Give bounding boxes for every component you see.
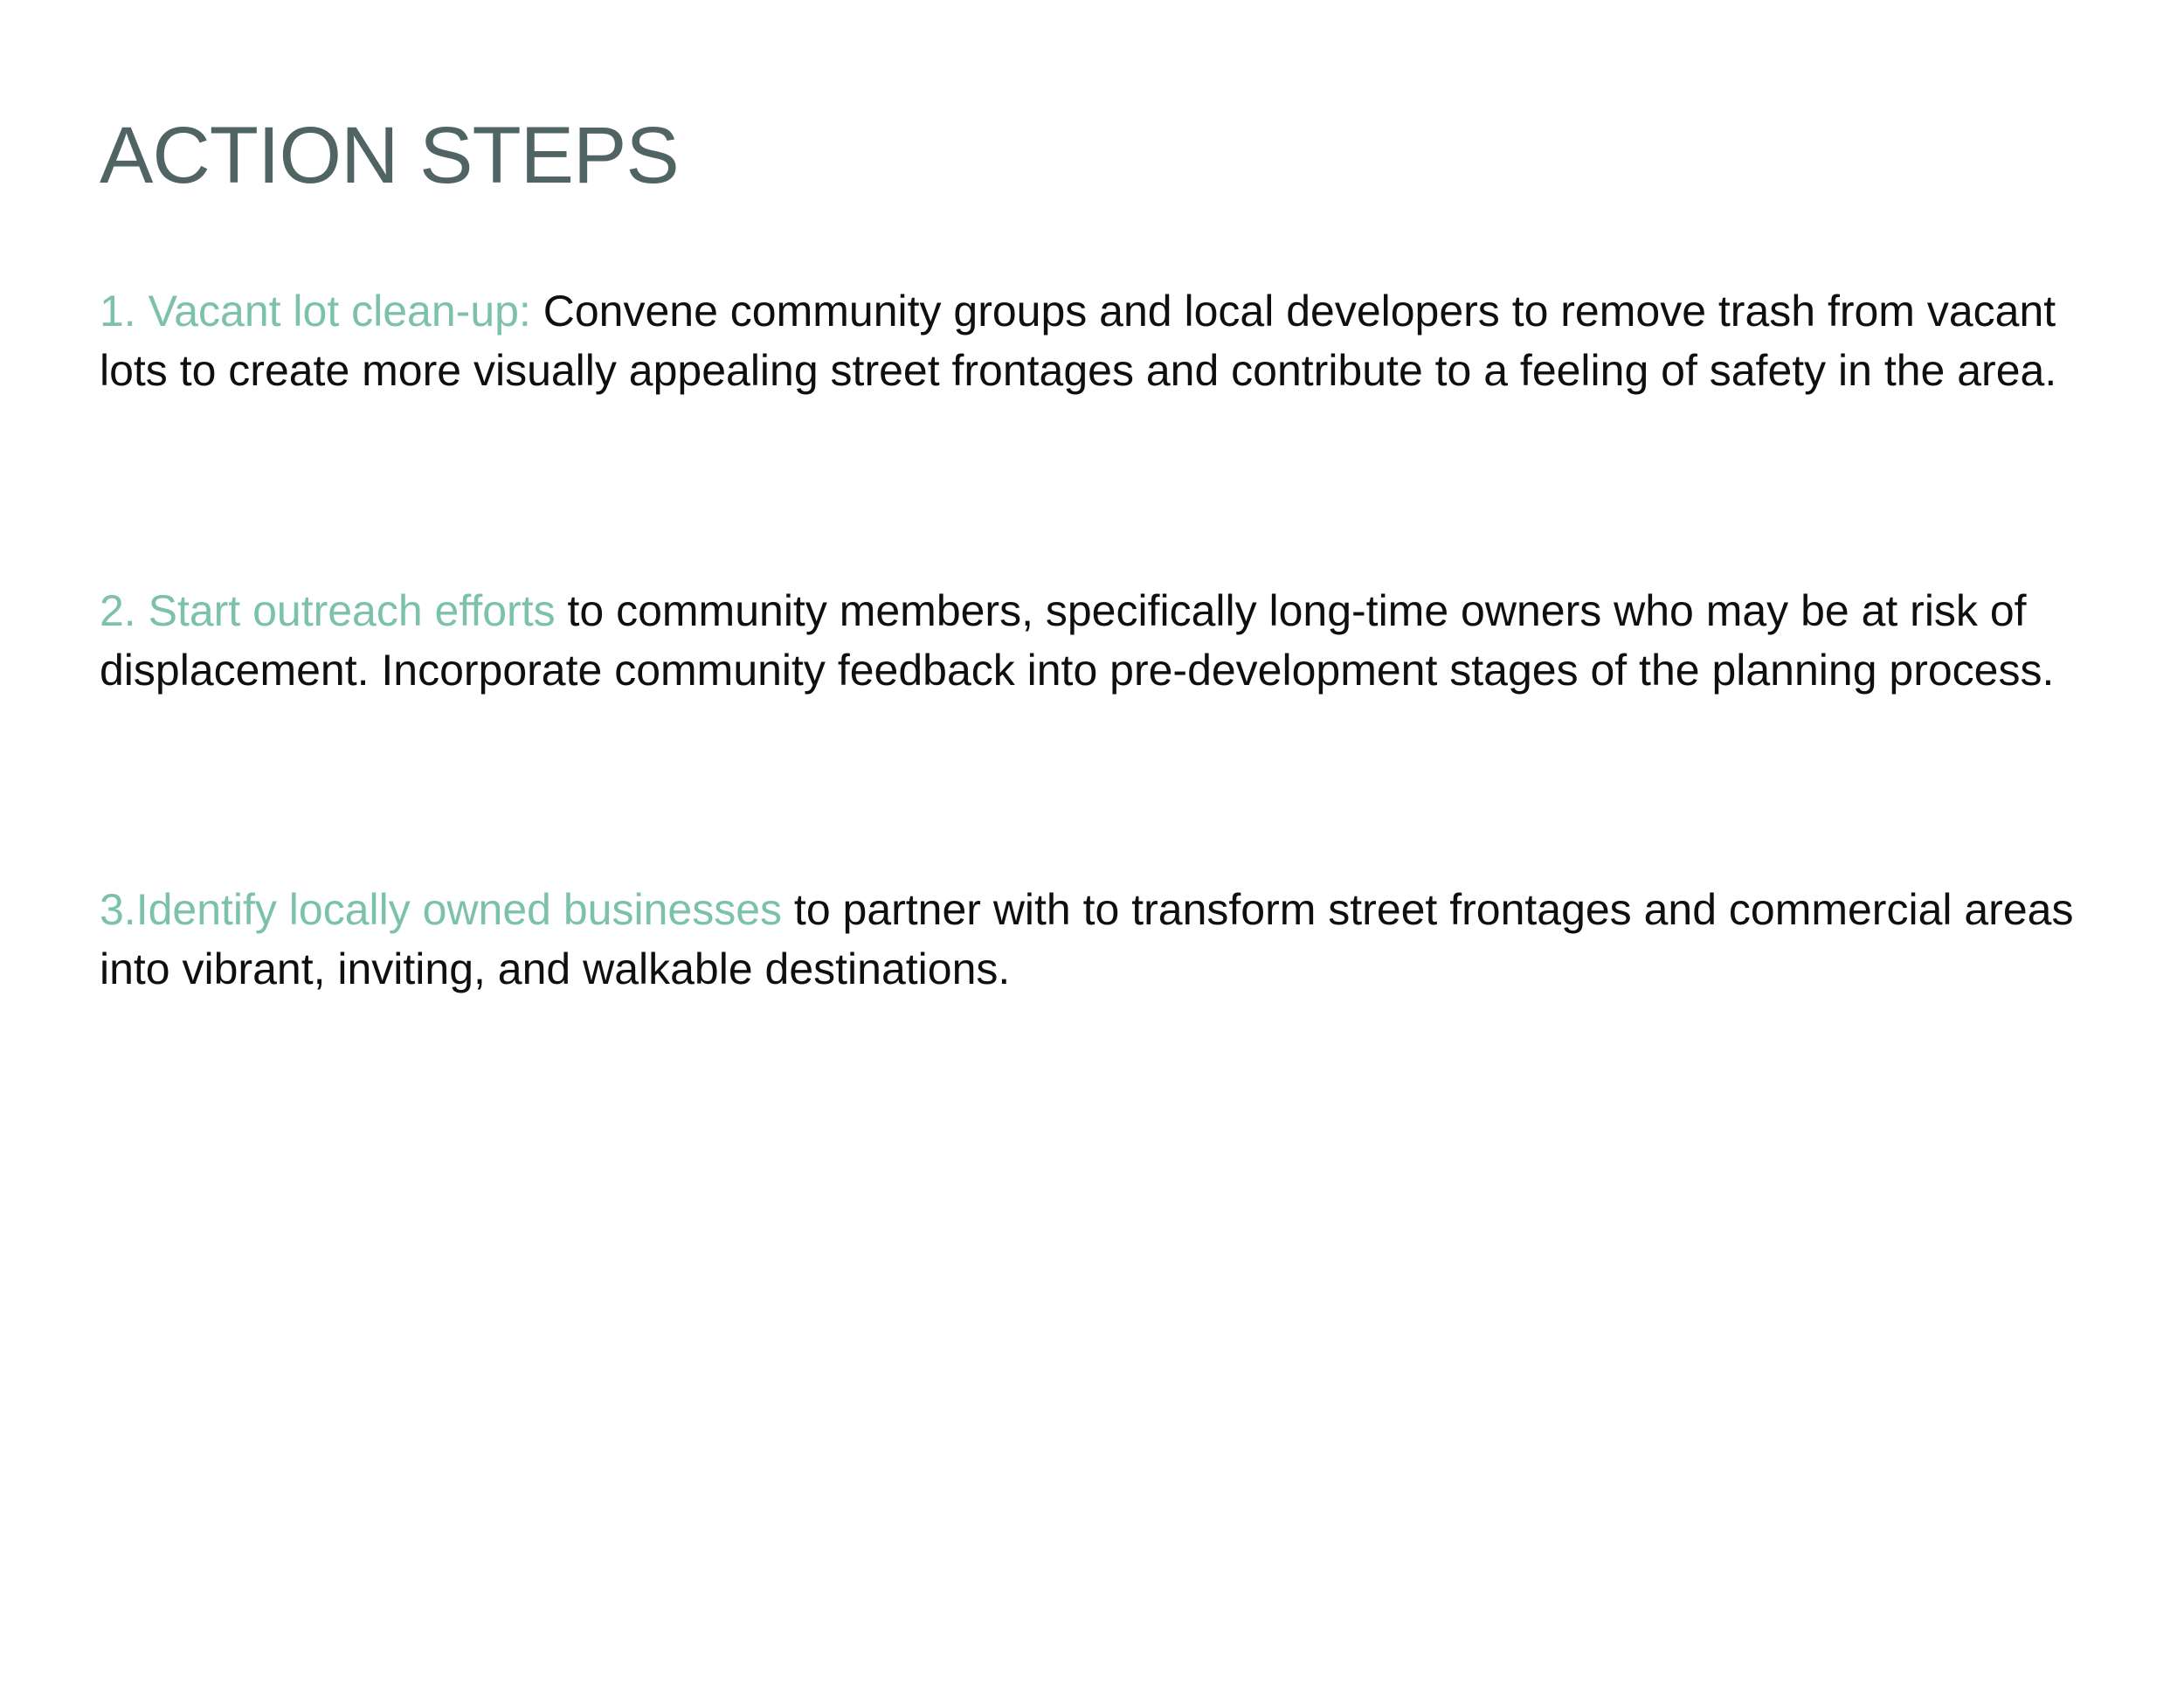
page-title: ACTION STEPS bbox=[100, 111, 679, 200]
action-step-1-text: Convene community groups and local developers to remove trash from vacant lots to create more visually appealing street frontages and contribute to a feeling of safety in the area. bbox=[100, 287, 2057, 395]
action-step-2 bbox=[100, 581, 2100, 700]
action-step-3-lead: 3.Identify locally owned businesses bbox=[100, 885, 783, 934]
action-step-1 bbox=[100, 281, 2100, 400]
action-step-3-text: to partner with to transform street frontages and commercial areas into vibrant, inviting, and walkable destinations. bbox=[100, 885, 2074, 993]
action-step-2-lead: 2. Start outreach efforts bbox=[100, 586, 556, 635]
action-step-2-text: to community members, specifically long-time owners who may be at risk of displacement. Incorporate community feedback into pre-development stages of the planning process. bbox=[100, 586, 2055, 695]
action-step-3 bbox=[100, 880, 2100, 999]
action-step-1-lead: 1. Vacant lot clean-up: bbox=[100, 287, 531, 336]
